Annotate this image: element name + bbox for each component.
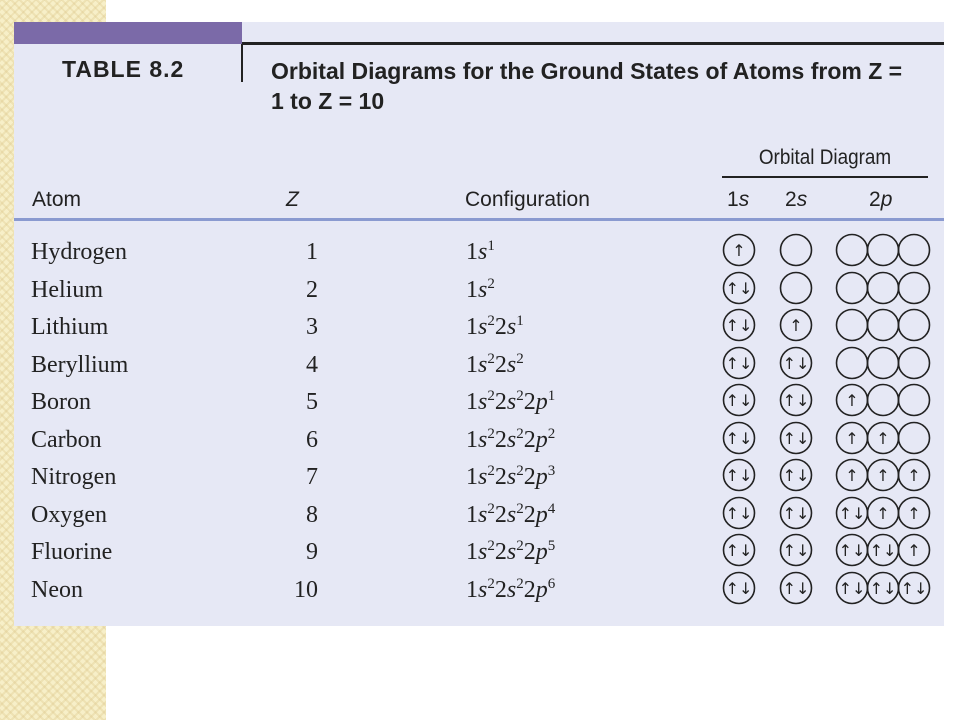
subshell-letter: s (506, 314, 517, 340)
atom-name: Boron (31, 389, 91, 415)
orbital-1s-electrons: ↑ (732, 241, 746, 260)
table-row (0, 577, 960, 614)
shell-number: 2 (494, 576, 507, 603)
orbital-2p-x-circle (837, 347, 868, 378)
orbital-2p-y-electrons: ↑ (876, 428, 890, 448)
orbital-2p-y-circle (868, 272, 899, 303)
shell-number: 1 (466, 426, 478, 453)
atom-name: Carbon (31, 426, 102, 453)
subshell-letter: s (506, 576, 517, 603)
atom-name: Oxygen (31, 501, 107, 528)
column-header-1s: 1s (727, 188, 750, 211)
electron-count: 2 (487, 538, 495, 554)
subshell-letter: s (478, 464, 488, 490)
subshell-letter: s (478, 314, 488, 340)
atomic-number: 5 (306, 389, 318, 415)
orbital-2p-x-circle (837, 272, 868, 303)
orbital-2s-electrons: ↑↓ (782, 541, 810, 560)
orbital-1s-electrons: ↑↓ (725, 353, 753, 373)
orbital-1s-electrons: ↑↓ (725, 503, 753, 523)
orbital-2p-z-electrons: ↑ (907, 466, 921, 485)
shell-number: 2 (494, 389, 507, 415)
orbital-2p-y-circle (868, 310, 899, 341)
electron-count: 1 (487, 238, 495, 254)
shell-number: 1 (466, 239, 478, 265)
electron-count: 2 (547, 425, 556, 442)
shell-number: 1 (466, 576, 478, 603)
orbital-2p-z-circle (899, 235, 930, 266)
electron-count: 2 (516, 425, 524, 442)
atom-name: Neon (31, 576, 83, 603)
orbital-2p-z-electrons: ↑↓ (900, 578, 928, 598)
subshell-letter: s (506, 539, 517, 565)
shell-number: 2 (523, 426, 536, 453)
subshell-letter: s (478, 576, 488, 603)
atomic-number: 2 (306, 276, 318, 303)
electron-count: 3 (547, 463, 556, 479)
subshell-letter: p (535, 576, 548, 603)
orbital-2p-z-circle (899, 310, 930, 341)
shell-number: 2 (523, 501, 536, 528)
orbital-diagram (720, 570, 936, 606)
shell-number: 1 (466, 314, 478, 340)
electron-count: 4 (547, 500, 556, 517)
orbital-1s-electrons: ↑↓ (725, 578, 753, 598)
table-number: TABLE 8.2 (62, 56, 185, 82)
orbital-2p-y-circle (868, 385, 899, 416)
shell-number: 2 (494, 426, 507, 453)
shell-number: 1 (466, 389, 478, 415)
atom-name: Nitrogen (31, 464, 117, 490)
subshell-letter: s (478, 539, 488, 565)
orbital-1s-electrons: ↑↓ (725, 428, 753, 448)
orbital-2p-z-circle (899, 422, 930, 453)
shell-number: 2 (523, 464, 536, 490)
electron-count: 6 (547, 575, 556, 592)
electron-count: 2 (516, 500, 524, 517)
electron-count: 2 (516, 575, 524, 592)
electron-configuration (466, 352, 524, 379)
orbital-2s-circle (781, 235, 812, 266)
orbital-2p-x-electrons: ↑↓ (838, 503, 866, 523)
electron-configuration (466, 427, 555, 454)
orbital-diagram (720, 420, 936, 456)
shell-number: 1 (466, 351, 478, 378)
orbital-2p-z-electrons: ↑ (907, 503, 921, 523)
orbital-diagram (720, 457, 936, 493)
atomic-number: 9 (306, 539, 318, 565)
subshell-letter: s (478, 426, 488, 453)
subshell-letter: p (535, 389, 548, 415)
title-top-rule (242, 42, 944, 45)
subshell-letter: s (506, 464, 517, 490)
orbital-1s-electrons: ↑↓ (725, 466, 753, 485)
shell-number: 2 (494, 539, 507, 565)
electron-count: 2 (516, 350, 524, 367)
orbital-2p-z-circle (899, 347, 930, 378)
orbital-2p-z-electrons: ↑ (907, 541, 921, 560)
orbital-diagram (720, 532, 936, 568)
electron-count: 2 (487, 425, 495, 442)
orbital-2p-x-electrons: ↑ (845, 428, 859, 448)
column-header-configuration: Configuration (465, 188, 590, 211)
orbital-2s-circle (781, 272, 812, 303)
table-tab-accent (14, 22, 242, 44)
column-header-atom: Atom (32, 188, 82, 211)
electron-count: 2 (487, 575, 495, 592)
orbital-2p-x-electrons: ↑ (845, 466, 859, 485)
shell-number: 1 (466, 464, 478, 490)
electron-count: 2 (487, 500, 495, 517)
atomic-number: 3 (306, 314, 318, 340)
orbital-diagram (720, 307, 936, 343)
orbital-1s-electrons: ↑↓ (725, 316, 753, 335)
orbital-diagram (720, 270, 936, 306)
atomic-number: 4 (306, 351, 318, 378)
shell-number: 1 (466, 501, 478, 528)
atom-name: Helium (31, 276, 103, 303)
orbital-diagram (720, 345, 936, 381)
subshell-letter: p (535, 501, 548, 528)
subshell-letter: p (535, 464, 548, 490)
orbital-2p-x-electrons: ↑↓ (838, 541, 866, 560)
column-header-2s: 2s (785, 188, 808, 211)
orbital-diagram (720, 232, 936, 268)
orbital-2s-electrons: ↑↓ (782, 428, 810, 448)
orbital-2p-y-electrons: ↑ (876, 466, 890, 485)
atomic-number: 8 (306, 501, 318, 528)
shell-number: 2 (494, 314, 507, 340)
orbital-2p-y-circle (868, 347, 899, 378)
electron-count: 1 (547, 388, 556, 404)
electron-count: 2 (487, 388, 495, 404)
orbital-2p-z-circle (899, 272, 930, 303)
orbital-2s-electrons: ↑↓ (782, 503, 810, 523)
orbital-1s-electrons: ↑↓ (725, 541, 753, 560)
orbital-1s-electrons: ↑↓ (725, 391, 753, 410)
electron-configuration (466, 239, 495, 266)
orbital-diagram-rule (722, 176, 928, 178)
shell-number: 1 (466, 539, 478, 565)
shell-number: 2 (494, 464, 507, 490)
atomic-number: 7 (306, 464, 318, 490)
column-header-2p: 2p (869, 188, 893, 211)
orbital-2p-y-electrons: ↑↓ (869, 578, 897, 598)
electron-count: 2 (487, 350, 495, 367)
orbital-2s-electrons: ↑↓ (782, 578, 810, 598)
atomic-number: 10 (294, 576, 318, 603)
orbital-2p-z-circle (899, 385, 930, 416)
subshell-letter: s (506, 501, 517, 528)
electron-configuration (466, 314, 524, 341)
subshell-letter: s (478, 501, 488, 528)
electron-count: 2 (487, 275, 495, 292)
orbital-2p-x-circle (837, 235, 868, 266)
orbital-2s-electrons: ↑↓ (782, 466, 810, 485)
orbital-2p-x-electrons: ↑↓ (838, 578, 866, 598)
subshell-letter: p (535, 426, 548, 453)
atomic-number: 6 (306, 426, 318, 453)
title-divider (241, 44, 243, 82)
electron-configuration (466, 502, 555, 529)
subshell-letter: p (535, 539, 548, 565)
electron-configuration (466, 277, 495, 304)
shell-number: 1 (466, 276, 478, 303)
shell-number: 2 (523, 389, 536, 415)
atom-name: Fluorine (31, 539, 113, 565)
electron-count: 1 (516, 313, 524, 329)
shell-number: 2 (494, 501, 507, 528)
electron-count: 2 (516, 538, 524, 554)
electron-configuration (466, 389, 555, 416)
header-rule (14, 218, 944, 221)
subshell-letter: s (506, 351, 517, 378)
orbital-2p-x-circle (837, 310, 868, 341)
electron-configuration (466, 464, 555, 491)
orbital-diagram-header: Orbital Diagram (758, 146, 892, 169)
subshell-letter: s (478, 276, 488, 303)
orbital-diagram (720, 382, 936, 418)
atomic-number: 1 (306, 239, 318, 265)
electron-count: 2 (487, 313, 495, 329)
electron-count: 5 (547, 538, 556, 554)
shell-number: 2 (494, 351, 507, 378)
orbital-2p-x-electrons: ↑ (845, 391, 859, 410)
subshell-letter: s (506, 389, 517, 415)
electron-count: 2 (487, 463, 495, 479)
atom-name: Lithium (31, 314, 109, 340)
orbital-2s-electrons: ↑ (789, 316, 803, 335)
electron-configuration (466, 577, 555, 604)
electron-count: 2 (516, 463, 524, 479)
table-title: Orbital Diagrams for the Ground States of Atoms from Z = 1 to Z = 10 (271, 58, 903, 114)
atom-name: Beryllium (31, 351, 129, 378)
shell-number: 2 (523, 576, 536, 603)
electron-count: 2 (516, 388, 524, 404)
subshell-letter: s (478, 389, 488, 415)
subshell-letter: s (478, 239, 488, 265)
orbital-1s-electrons: ↑↓ (725, 278, 753, 298)
electron-configuration (466, 539, 555, 566)
orbital-2s-electrons: ↑↓ (782, 353, 810, 373)
orbital-2p-y-electrons: ↑↓ (869, 541, 897, 560)
orbital-2s-electrons: ↑↓ (782, 391, 810, 410)
shell-number: 2 (523, 539, 536, 565)
column-header-z: Z (286, 188, 299, 211)
orbital-2p-y-circle (868, 235, 899, 266)
atom-name: Hydrogen (31, 239, 127, 265)
subshell-letter: s (506, 426, 517, 453)
orbital-diagram (720, 495, 936, 531)
orbital-2p-y-electrons: ↑ (876, 503, 890, 523)
subshell-letter: s (478, 351, 488, 378)
